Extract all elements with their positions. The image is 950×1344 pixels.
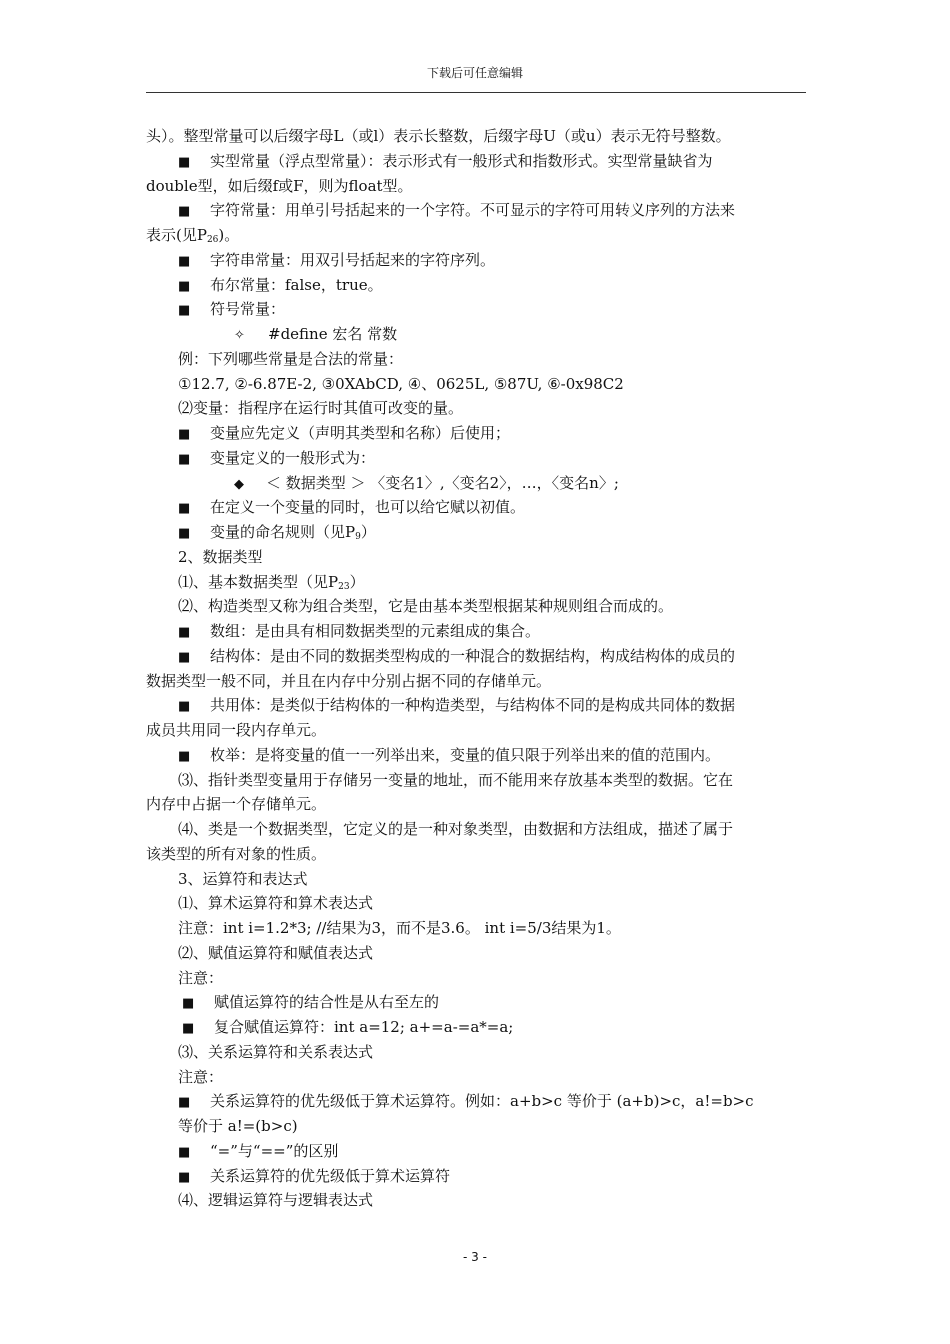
- page-number: - 3 -: [463, 1250, 487, 1264]
- line-text: ＜ 数据类型 ＞ 〈变名1〉,〈变名2〉，…，〈变名n〉;: [266, 473, 619, 492]
- text-line: [146, 990, 808, 1015]
- text-line: [146, 966, 808, 991]
- text-line: [146, 495, 808, 520]
- text-line: [146, 471, 808, 496]
- text-line: [146, 743, 808, 768]
- square-bullet-icon: ■: [178, 204, 191, 220]
- line-text: ①12.7, ②-6.87E-2, ③0XAbCD, ④、0625L, ⑤87U, ⑥-0x98C2: [178, 374, 624, 393]
- line-text: #define 宏名 常数: [268, 325, 398, 343]
- square-bullet-icon: ■: [178, 253, 191, 269]
- line-text: ⑵、赋值运算符和赋值表达式: [178, 943, 374, 962]
- line-text: 变量的命名规则（见P: [210, 523, 356, 541]
- text-line: [146, 1164, 808, 1189]
- page-ref-subscript: 9: [355, 532, 361, 542]
- document-body: [146, 124, 808, 1213]
- line-text: double型，如后缀f或F，则为float型。: [146, 176, 413, 195]
- line-text: 符号常量：: [210, 300, 286, 319]
- line-text-tail: )。: [218, 226, 240, 244]
- text-line: [146, 446, 808, 471]
- line-text: 布尔常量：false，true。: [210, 275, 383, 294]
- page-header: 下载后可任意编辑: [426, 66, 523, 80]
- line-text: 复合赋值运算符：int a=12; a+=a-=a*=a;: [214, 1018, 514, 1036]
- text-line: [146, 1065, 808, 1090]
- text-line: [146, 149, 808, 174]
- text-line: [146, 421, 808, 446]
- line-text: 字符常量：用单引号括起来的一个字符。不可显示的字符可用转义序列的方法来: [210, 201, 736, 220]
- line-text: ⑵变量：指程序在运行时其值可改变的量。: [178, 399, 464, 418]
- square-bullet-icon: ■: [178, 278, 191, 294]
- line-text: 结构体：是由不同的数据类型构成的一种混合的数据结构，构成结构体的成员的: [210, 646, 736, 665]
- line-text: 注意：int i=1.2*3; //结果为3，而不是3.6。 int i=5/3结果为1。: [178, 919, 621, 937]
- line-text: 关系运算符的优先级低于算术运算符: [210, 1166, 451, 1185]
- text-line: [146, 718, 808, 743]
- text-line: [146, 396, 808, 421]
- text-line: [146, 124, 808, 149]
- line-text: 表示(见P: [146, 226, 207, 244]
- line-text-tail: ）: [360, 523, 376, 541]
- line-text: 2、数据类型: [178, 547, 263, 566]
- text-line: [146, 916, 808, 941]
- line-text: 字符串常量：用双引号括起来的字符序列。: [210, 250, 496, 269]
- text-line: [146, 1089, 808, 1114]
- header-rule: [146, 92, 806, 93]
- line-text: 例：下列哪些常量是合法的常量：: [178, 349, 404, 368]
- square-bullet-icon: ■: [178, 427, 191, 442]
- text-line: [146, 669, 808, 694]
- text-line: [146, 570, 808, 595]
- line-text: 注意：: [178, 968, 224, 987]
- square-bullet-icon: ■: [178, 501, 191, 517]
- text-line: [146, 1114, 808, 1139]
- text-line: [146, 941, 808, 966]
- line-text: ⑵、构造类型又称为组合类型，它是由基本类型根据某种规则组合而成的。: [178, 597, 674, 616]
- line-text: 数组：是由具有相同数据类型的元素组成的集合。: [210, 622, 541, 640]
- text-line: [146, 322, 808, 347]
- line-text: 实型常量（浮点型常量）：表示形式有一般形式和指数形式。实型常量缺省为: [210, 151, 713, 170]
- line-text: 变量定义的一般形式为：: [210, 448, 376, 467]
- square-bullet-icon: ■: [178, 1144, 191, 1160]
- text-line: [146, 198, 808, 223]
- square-bullet-icon: ■: [178, 303, 191, 319]
- text-line: [146, 891, 808, 916]
- line-text: ⑷、逻辑运算符与逻辑表达式: [178, 1191, 374, 1210]
- line-text: 共用体：是类似于结构体的一种构造类型，与结构体不同的是构成共同体的数据: [210, 696, 736, 715]
- square-bullet-icon: ■: [182, 996, 195, 1012]
- line-text: 内存中占据一个存储单元。: [146, 795, 327, 814]
- line-text: 该类型的所有对象的性质。: [146, 844, 327, 863]
- line-text: 等价于 a!=(b>c): [178, 1117, 298, 1135]
- line-text: ⑴、算术运算符和算术表达式: [178, 894, 374, 913]
- text-line: [146, 1188, 808, 1213]
- text-line: [146, 1015, 808, 1040]
- text-line: [146, 768, 808, 793]
- text-line: [146, 174, 808, 199]
- text-line: [146, 693, 808, 718]
- line-text: 3、运算符和表达式: [178, 869, 308, 888]
- text-line: [146, 792, 808, 817]
- line-text: 在定义一个变量的同时，也可以给它赋以初值。: [210, 498, 526, 517]
- square-bullet-icon: ■: [178, 1095, 191, 1111]
- square-bullet-icon: ■: [178, 451, 191, 467]
- line-text: 成员共用同一段内存单元。: [146, 721, 327, 739]
- line-text: “=”与“==”的区别: [210, 1141, 339, 1160]
- text-line: [146, 223, 808, 248]
- text-line: [146, 594, 808, 619]
- text-line: [146, 347, 808, 372]
- text-line: [146, 867, 808, 892]
- text-line: [146, 273, 808, 298]
- line-text: ⑶、关系运算符和关系表达式: [178, 1042, 374, 1061]
- text-line: [146, 619, 808, 644]
- text-line: [146, 520, 808, 545]
- square-bullet-icon: ■: [178, 649, 191, 665]
- square-bullet-icon: ■: [178, 526, 191, 541]
- square-bullet-icon: ■: [182, 1021, 195, 1036]
- square-bullet-icon: ■: [178, 1169, 191, 1185]
- square-bullet-icon: ■: [178, 625, 191, 640]
- page-ref-subscript: 26: [206, 235, 219, 245]
- line-text: ⑴、基本数据类型（见P: [178, 572, 339, 591]
- page-ref-subscript: 23: [338, 581, 350, 592]
- text-line: [146, 545, 808, 570]
- text-line: [146, 1040, 808, 1065]
- line-text: 变量应先定义（声明其类型和名称）后使用；: [210, 424, 511, 442]
- square-bullet-icon: ■: [178, 154, 191, 170]
- line-text: 数据类型一般不同，并且在内存中分别占据不同的存储单元。: [146, 671, 552, 690]
- star-bullet-icon: ✧: [234, 328, 245, 343]
- text-line: [146, 644, 808, 669]
- line-text-tail: ）: [349, 572, 365, 591]
- line-text: 注意：: [178, 1067, 224, 1086]
- text-line: [146, 372, 808, 397]
- line-text: 赋值运算符的结合性是从右至左的: [214, 993, 440, 1012]
- square-bullet-icon: ■: [178, 699, 191, 715]
- text-line: [146, 1139, 808, 1164]
- text-line: [146, 297, 808, 322]
- line-text: 枚举：是将变量的值一一列举出来，变量的值只限于列举出来的值的范围内。: [210, 745, 721, 764]
- square-bullet-icon: ■: [178, 748, 191, 764]
- line-text: ⑷、类是一个数据类型，它定义的是一种对象类型，由数据和方法组成，描述了属于: [178, 820, 734, 838]
- text-line: [146, 817, 808, 842]
- text-line: [146, 248, 808, 273]
- diamond-bullet-icon: ◆: [234, 476, 244, 492]
- text-line: [146, 842, 808, 867]
- line-text: 关系运算符的优先级低于算术运算符。例如：a+b>c 等价于 (a+b)>c，a!=b>c: [210, 1092, 754, 1111]
- line-text: 头）。整型常量可以后缀字母L（或l）表示长整数，后缀字母U（或u）表示无符号整数。: [146, 127, 731, 145]
- line-text: ⑶、指针类型变量用于存储另一变量的地址，而不能用来存放基本类型的数据。它在: [178, 770, 734, 789]
